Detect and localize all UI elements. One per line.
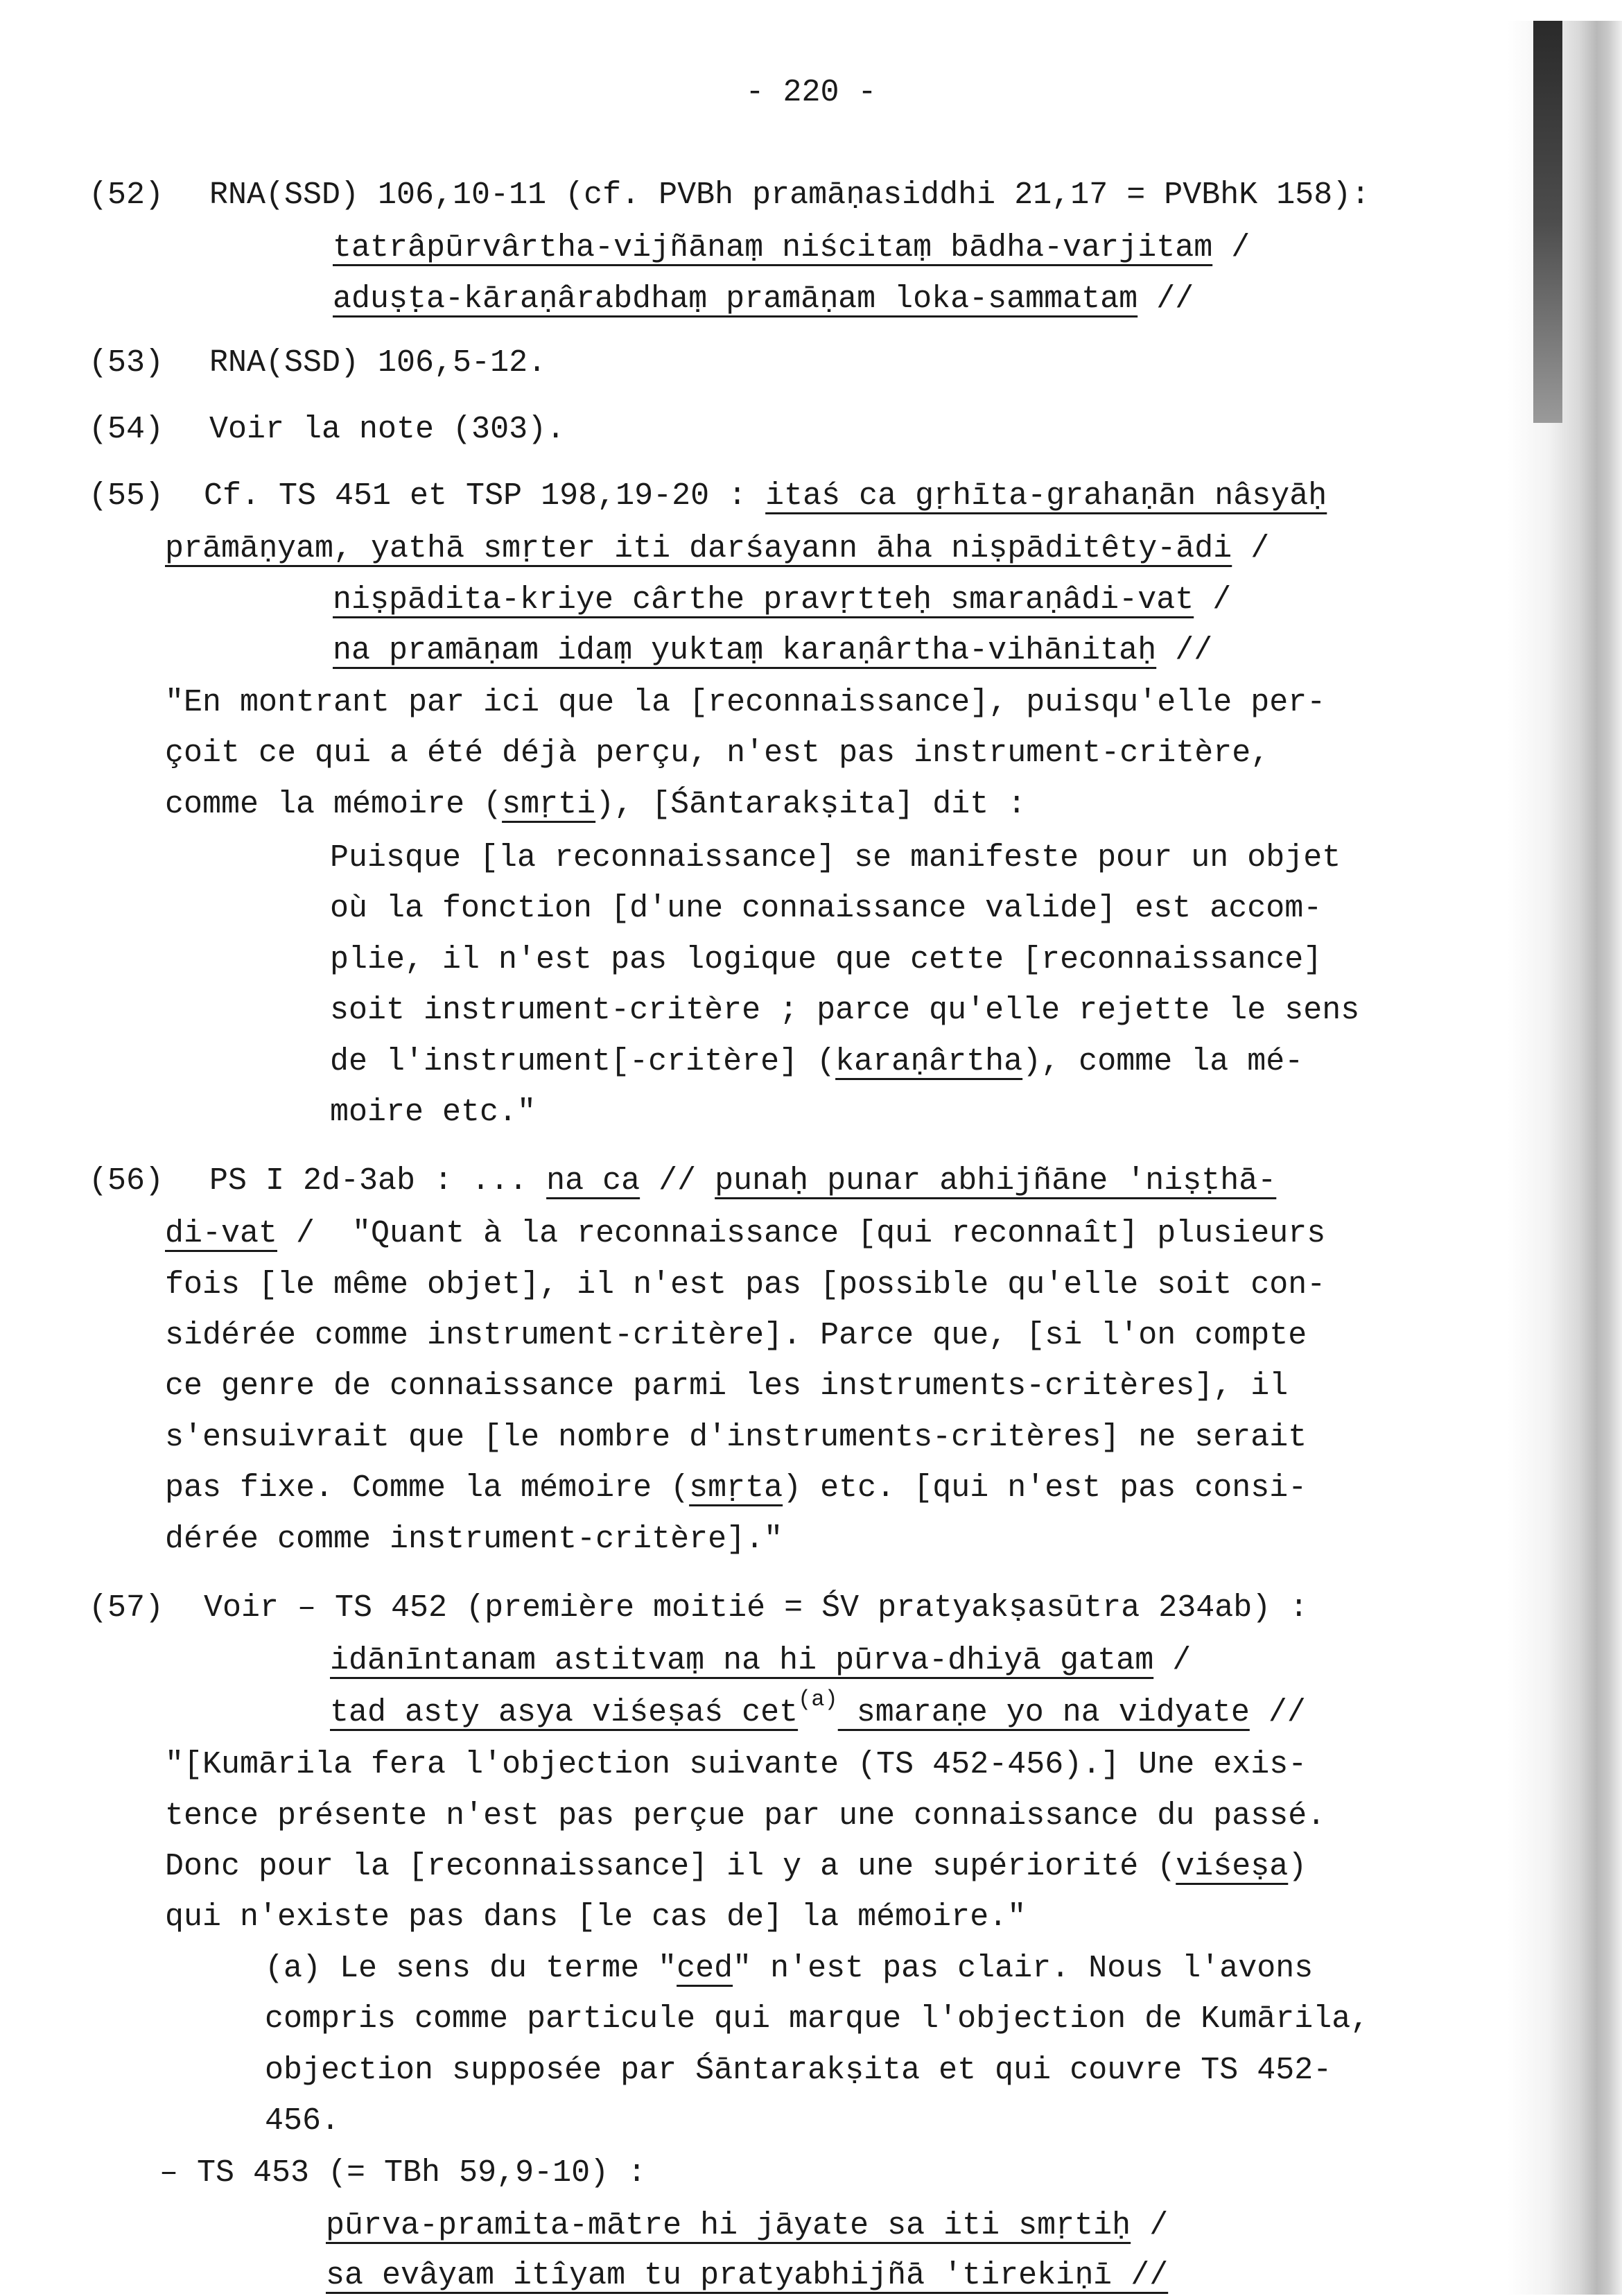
- note-55-verse-2: na pramāṇam idaṃ yuktaṃ karaṇârtha-vihānitaḥ //: [333, 633, 1213, 668]
- note-57-verse-2: tad asty asya viśeṣaś cet$^{(a)}$ smaraṇe yo na vidyate //: [330, 1687, 1306, 1730]
- note-55-translation-3: comme la mémoire (smṛti), [Śāntarakṣita] dit :: [165, 787, 1027, 822]
- note-55-translation-2: çoit ce qui a été déjà perçu, n'est pas instrument-critère,: [165, 736, 1270, 771]
- note-53-number: (53): [89, 345, 164, 381]
- note-52-verse-2: aduṣṭa-kāraṇârabdhaṃ pramāṇam loka-sammatam //: [333, 281, 1194, 317]
- note-55-translation-1: "En montrant par ici que la [reconnaissance], puisqu'elle per-: [165, 685, 1326, 720]
- note-57-translation-3: Donc pour la [reconnaissance] il y a une supériorité (viśeṣa): [165, 1849, 1307, 1884]
- note-56-line-4: sidérée comme instrument-critère]. Parce que, [si l'on compte: [165, 1318, 1307, 1353]
- note-54-number: (54): [89, 412, 164, 447]
- note-57-translation-4: qui n'existe pas dans [le cas de] la mémoire.": [165, 1899, 1027, 1935]
- note-52-number: (52): [89, 177, 164, 213]
- note-55-verse-1: niṣpādita-kriye cârthe pravṛtteḥ smaraṇâdi-vat /: [333, 582, 1232, 618]
- note-56-number: (56): [89, 1163, 164, 1199]
- note-55-quote-3: plie, il n'est pas logique que cette [reconnaissance]: [330, 942, 1323, 977]
- note-56-line-6: s'ensuivrait que [le nombre d'instruments-critères] ne serait: [165, 1420, 1307, 1455]
- note-53-text: RNA(SSD) 106,5-12.: [209, 345, 547, 381]
- note-57-footnote-4: 456.: [265, 2103, 340, 2139]
- note-57-footnote-1: (a) Le sens du terme "ced" n'est pas clair. Nous l'avons: [265, 1951, 1314, 1986]
- note-56-line-5: ce genre de connaissance parmi les instruments-critères], il: [165, 1368, 1289, 1404]
- note-52-verse-1: tatrâpūrvârtha-vijñānaṃ niścitaṃ bādha-varjitam /: [333, 230, 1250, 266]
- note-56-line-3: fois [le même objet], il n'est pas [possible qu'elle soit con-: [165, 1267, 1326, 1303]
- scan-edge-shadow: [1508, 21, 1622, 2295]
- note-57-translation-1: "[Kumārila fera l'objection suivante (TS 452-456).] Une exis-: [165, 1747, 1307, 1782]
- note-55-line-2: prāmāṇyam, yathā smṛter iti darśayann āha niṣpāditêty-ādi /: [165, 531, 1270, 566]
- note-55-quote-1: Puisque [la reconnaissance] se manifeste pour un objet: [330, 840, 1341, 876]
- note-56-reference: PS I 2d-3ab : ... na ca // punaḥ punar abhijñāne 'niṣṭhā-: [209, 1163, 1277, 1199]
- note-54-text: Voir la note (303).: [209, 412, 566, 447]
- note-55-quote-2: où la fonction [d'une connaissance valide] est accom-: [330, 891, 1323, 926]
- page-number: - 220 -: [745, 75, 877, 110]
- note-57-reference: Voir – TS 452 (première moitié = ŚV pratyakṣasūtra 234ab) :: [204, 1590, 1309, 1626]
- note-57-sub-verse-2: sa evâyam itîyam tu pratyabhijñā 'tirekiṇī //: [326, 2258, 1169, 2293]
- note-55-quote-5: de l'instrument[-critère] (karaṇârtha), comme la mé-: [330, 1044, 1304, 1079]
- note-56-line-2: di-vat / "Quant à la reconnaissance [qui reconnaît] plusieurs: [165, 1216, 1326, 1251]
- note-57-sub-verse-1: pūrva-pramita-mātre hi jāyate sa iti smṛtiḥ /: [326, 2208, 1169, 2243]
- note-56-line-8: dérée comme instrument-critère].": [165, 1522, 783, 1557]
- note-57-number: (57): [89, 1590, 164, 1626]
- footnote-marker: (a): [798, 1687, 838, 1712]
- note-52-reference: RNA(SSD) 106,10-11 (cf. PVBh pramāṇasiddhi 21,17 = PVBhK 158):: [209, 177, 1370, 213]
- note-55-quote-4: soit instrument-critère ; parce qu'elle rejette le sens: [330, 993, 1360, 1028]
- note-57-verse-1: idānīntanam astitvaṃ na hi pūrva-dhiyā gatam /: [330, 1643, 1192, 1678]
- note-57-translation-2: tence présente n'est pas perçue par une connaissance du passé.: [165, 1798, 1326, 1834]
- note-56-line-7: pas fixe. Comme la mémoire (smṛta) etc. [qui n'est pas consi-: [165, 1470, 1307, 1506]
- note-55-quote-6: moire etc.": [330, 1095, 537, 1130]
- note-57-footnote-2: compris comme particule qui marque l'objection de Kumārila,: [265, 2001, 1370, 2037]
- note-55-reference: Cf. TS 451 et TSP 198,19-20 : itaś ca gṛhīta-grahaṇān nâsyāḥ: [204, 478, 1327, 514]
- note-57-sub-reference: – TS 453 (= TBh 59,9-10) :: [159, 2155, 647, 2191]
- note-55-number: (55): [89, 478, 164, 514]
- note-57-footnote-3: objection supposée par Śāntarakṣita et qui couvre TS 452-: [265, 2053, 1332, 2088]
